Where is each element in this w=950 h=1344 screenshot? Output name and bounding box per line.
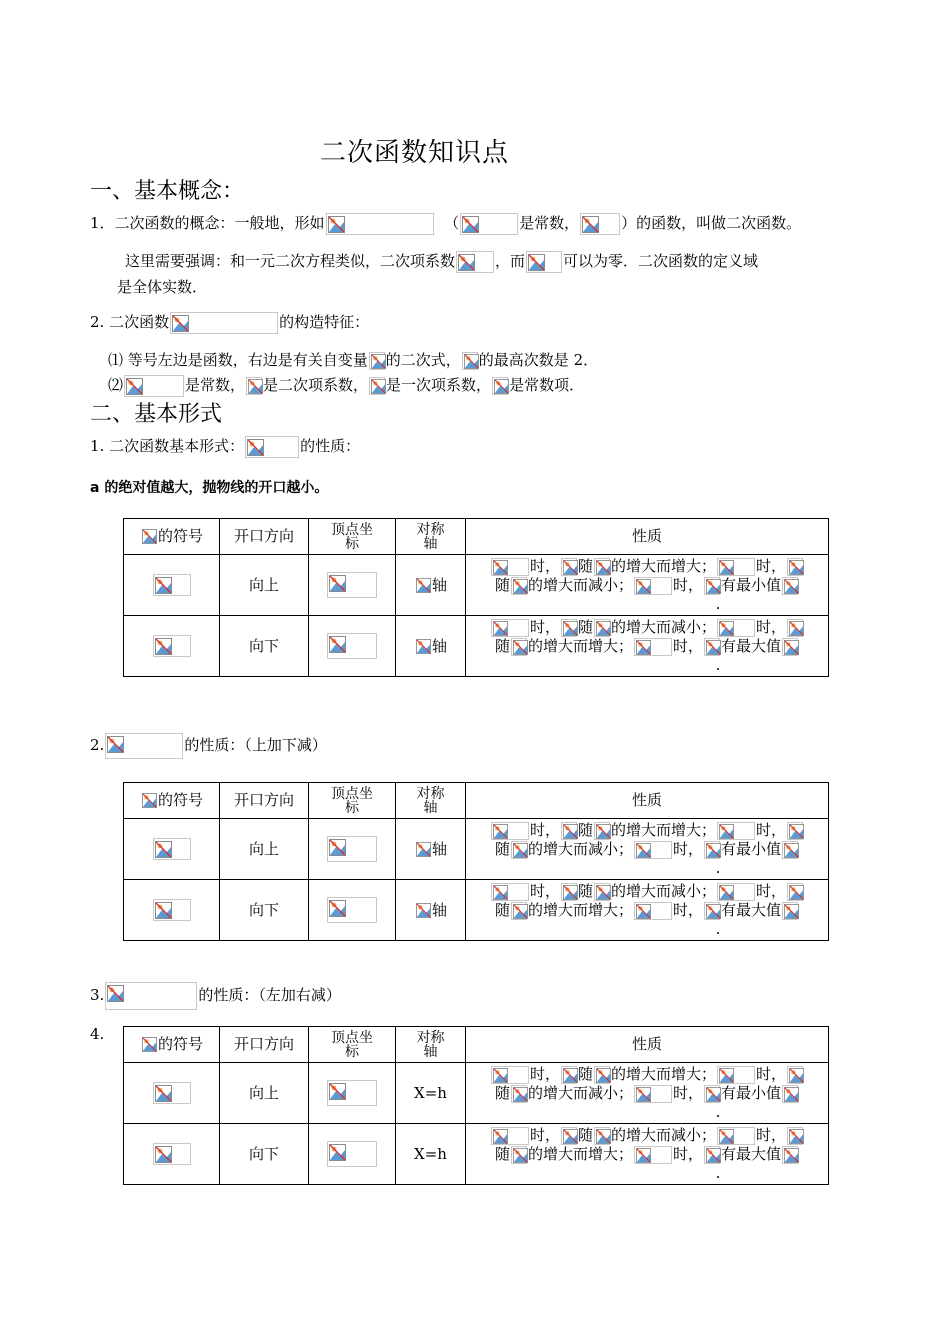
cell-properties: 时， 随 的增大而减小； 时， 随 的增大而增大； 时， 有最大值 . [466, 1124, 829, 1185]
formula-image-icon [634, 1085, 672, 1103]
cell-axis: 轴 [396, 616, 466, 677]
variable-image-icon [511, 841, 527, 859]
variable-image-icon [141, 792, 157, 810]
variable-image-icon [594, 558, 610, 576]
paragraph-structure: 2. 二次函数 的构造特征： [90, 311, 369, 334]
formula-image-icon [717, 822, 755, 840]
formula-image-icon [153, 1143, 191, 1165]
variable-image-icon [561, 619, 577, 637]
formula-image-icon [634, 902, 672, 920]
cell-direction: 向上 [220, 1063, 309, 1124]
paragraph-form-2: 2. 的性质：（上加下减） [90, 733, 327, 759]
formula-image-icon [634, 841, 672, 859]
header-axis: 对称 轴 [396, 519, 466, 555]
formula-image-icon [153, 574, 191, 596]
paragraph-emphasis: 这里需要强调：和一元二次方程类似，二次项系数 ，而 可以为零．二次函数的定义域 [125, 250, 758, 273]
variable-image-icon [561, 1066, 577, 1084]
formula-image-icon [580, 213, 620, 235]
variable-image-icon [561, 1127, 577, 1145]
formula-image-icon [491, 822, 529, 840]
paragraph-definition: 1．二次函数的概念：一般地，形如 （ 是常数， ）的函数，叫做二次函数。 [90, 212, 801, 235]
cell-direction: 向下 [220, 1124, 309, 1185]
cell-vertex [309, 616, 396, 677]
header-properties: 性质 [466, 783, 829, 819]
cell-axis: 轴 [396, 819, 466, 880]
formula-image-icon [456, 251, 494, 273]
header-direction: 开口方向 [220, 519, 309, 555]
header-sign: 的符号 [124, 783, 220, 819]
page-title: 二次函数知识点 [320, 138, 510, 168]
variable-image-icon [561, 883, 577, 901]
paragraph-feature-2: ⑵ 是常数， 是二次项系数， 是一次项系数， 是常数项． [108, 374, 584, 397]
header-axis: 对称 轴 [396, 783, 466, 819]
variable-image-icon [369, 352, 385, 370]
formula-image-icon [460, 213, 518, 235]
cell-axis: 轴 [396, 880, 466, 941]
variable-image-icon [141, 528, 157, 546]
variable-image-icon [787, 1066, 803, 1084]
cell-properties: 时， 随 的增大而增大； 时， 随 的增大而减小； 时， 有最小值 . [466, 819, 829, 880]
variable-image-icon [594, 822, 610, 840]
formula-image-icon [153, 899, 191, 921]
header-sign: 的符号 [124, 519, 220, 555]
formula-image-icon [105, 982, 197, 1010]
variable-image-icon [511, 1085, 527, 1103]
cell-sign [124, 1124, 220, 1185]
formula-image-icon [491, 883, 529, 901]
header-sign: 的符号 [124, 1027, 220, 1063]
variable-image-icon [782, 638, 798, 656]
variable-image-icon [782, 841, 798, 859]
formula-image-icon [327, 633, 377, 659]
variable-image-icon [787, 883, 803, 901]
variable-image-icon [415, 902, 431, 920]
cell-sign [124, 616, 220, 677]
formula-image-icon [327, 1141, 377, 1167]
paragraph-form-3: 3. 的性质：（左加右减） [90, 982, 341, 1010]
paragraph-feature-1: ⑴ 等号左边是函数，右边是有关自变量 的二次式， 的最高次数是 2． [108, 351, 599, 369]
cell-axis: X=h [396, 1063, 466, 1124]
formula-image-icon [105, 733, 183, 759]
variable-image-icon [704, 1085, 720, 1103]
variable-image-icon [594, 1127, 610, 1145]
formula-image-icon [717, 883, 755, 901]
variable-image-icon [561, 822, 577, 840]
variable-image-icon [141, 1036, 157, 1054]
formula-image-icon [491, 1066, 529, 1084]
formula-image-icon [634, 1146, 672, 1164]
cell-direction: 向下 [220, 616, 309, 677]
formula-image-icon [717, 1127, 755, 1145]
formula-image-icon [717, 558, 755, 576]
cell-properties: 时， 随 的增大而减小； 时， 随 的增大而增大； 时， 有最大值 . [466, 880, 829, 941]
cell-sign [124, 880, 220, 941]
variable-image-icon [787, 822, 803, 840]
variable-image-icon [782, 1146, 798, 1164]
cell-properties: 时， 随 的增大而增大； 时， 随 的增大而减小； 时， 有最小值 . [466, 555, 829, 616]
variable-image-icon [782, 902, 798, 920]
cell-vertex [309, 880, 396, 941]
formula-image-icon [245, 436, 299, 458]
variable-image-icon [511, 577, 527, 595]
formula-image-icon [491, 1127, 529, 1145]
cell-properties: 时， 随 的增大而增大； 时， 随 的增大而减小； 时， 有最小值 . [466, 1063, 829, 1124]
header-axis: 对称 轴 [396, 1027, 466, 1063]
formula-image-icon [491, 558, 529, 576]
properties-table-3 [123, 1026, 829, 1185]
cell-vertex [309, 1063, 396, 1124]
variable-image-icon [704, 577, 720, 595]
header-direction: 开口方向 [220, 1027, 309, 1063]
variable-image-icon [594, 1066, 610, 1084]
variable-image-icon [704, 638, 720, 656]
variable-image-icon [594, 619, 610, 637]
variable-image-icon [594, 883, 610, 901]
cell-axis: 轴 [396, 555, 466, 616]
header-vertex: 顶点坐 标 [309, 1027, 396, 1063]
variable-image-icon [782, 1085, 798, 1103]
formula-image-icon [153, 1082, 191, 1104]
properties-table-1 [123, 518, 829, 677]
header-properties: 性质 [466, 1027, 829, 1063]
formula-image-icon [327, 1080, 377, 1106]
variable-image-icon [782, 577, 798, 595]
paragraph-domain: 是全体实数． [117, 278, 208, 296]
variable-image-icon [704, 1146, 720, 1164]
header-properties: 性质 [466, 519, 829, 555]
properties-table-2 [123, 782, 829, 941]
variable-image-icon [511, 902, 527, 920]
variable-image-icon [787, 619, 803, 637]
section-heading-basic-forms: 二、基本形式 [90, 402, 223, 427]
formula-image-icon [326, 213, 434, 235]
cell-sign [124, 819, 220, 880]
formula-image-icon [170, 312, 278, 334]
cell-axis: X=h [396, 1124, 466, 1185]
variable-image-icon [704, 841, 720, 859]
variable-image-icon [369, 377, 385, 395]
cell-sign [124, 555, 220, 616]
formula-image-icon [153, 635, 191, 657]
variable-image-icon [415, 638, 431, 656]
formula-image-icon [153, 838, 191, 860]
cell-vertex [309, 819, 396, 880]
paragraph-form-1: 1. 二次函数基本形式： 的性质： [90, 435, 360, 458]
formula-image-icon [327, 836, 377, 862]
formula-image-icon [634, 638, 672, 656]
note-opening-size: a 的绝对值越大，抛物线的开口越小。 [90, 480, 329, 496]
variable-image-icon [415, 577, 431, 595]
cell-vertex [309, 555, 396, 616]
variable-image-icon [462, 352, 478, 370]
formula-image-icon [526, 251, 562, 273]
formula-image-icon [717, 619, 755, 637]
cell-direction: 向下 [220, 880, 309, 941]
cell-direction: 向上 [220, 555, 309, 616]
header-direction: 开口方向 [220, 783, 309, 819]
variable-image-icon [787, 558, 803, 576]
cell-sign [124, 1063, 220, 1124]
variable-image-icon [511, 638, 527, 656]
variable-image-icon [787, 1127, 803, 1145]
cell-properties: 时， 随 的增大而减小； 时， 随 的增大而增大； 时， 有最大值 . [466, 616, 829, 677]
variable-image-icon [704, 902, 720, 920]
header-vertex: 顶点坐 标 [309, 783, 396, 819]
formula-image-icon [124, 375, 184, 397]
formula-image-icon [327, 897, 377, 923]
cell-direction: 向上 [220, 819, 309, 880]
variable-image-icon [415, 841, 431, 859]
paragraph-form-4: 4. [90, 1025, 105, 1043]
cell-vertex [309, 1124, 396, 1185]
variable-image-icon [511, 1146, 527, 1164]
variable-image-icon [246, 377, 262, 395]
section-heading-basic-concepts: 一、基本概念： [90, 179, 245, 204]
variable-image-icon [492, 377, 508, 395]
formula-image-icon [491, 619, 529, 637]
variable-image-icon [561, 558, 577, 576]
formula-image-icon [634, 577, 672, 595]
formula-image-icon [717, 1066, 755, 1084]
header-vertex: 顶点坐 标 [309, 519, 396, 555]
formula-image-icon [327, 572, 377, 598]
